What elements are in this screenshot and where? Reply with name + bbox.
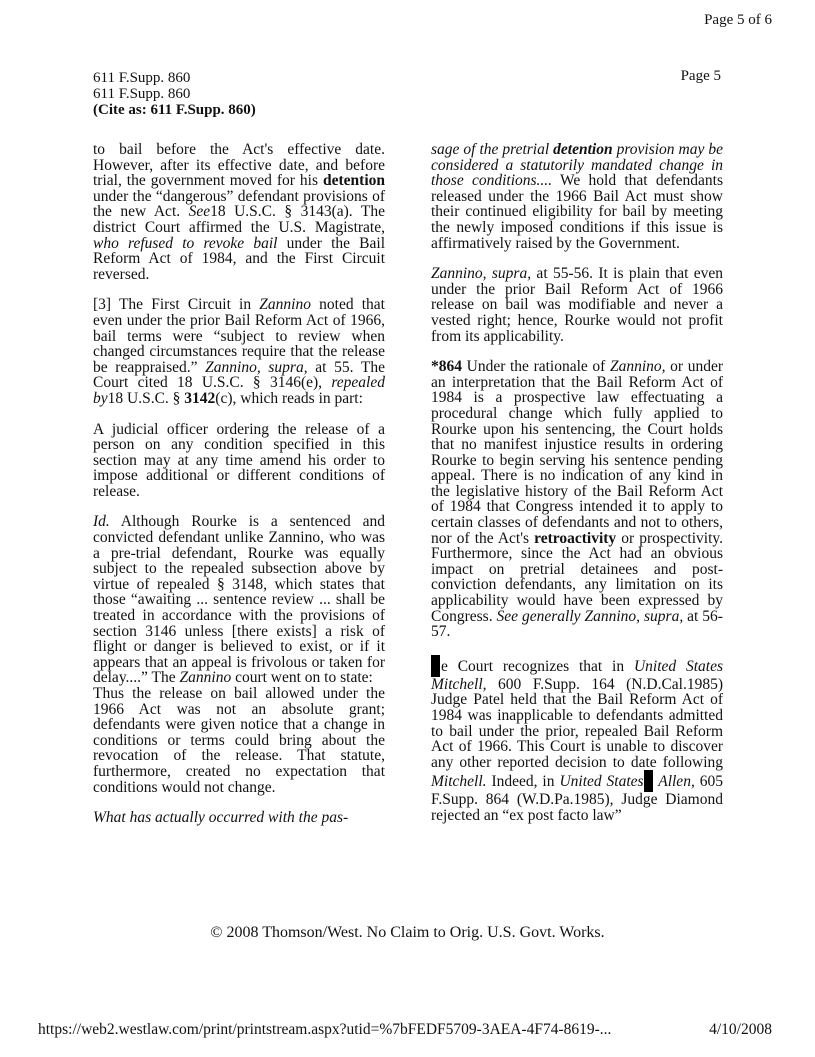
paragraph: *864 Under the rationale of Zannino, or under an interpretation that the Bail Reform Act of 1984 is a prospective law effectuating a procedural change which fully applied to Rourke upon his sentencing, the Court holds that no manifest injustice results in ordering Rourke to begin serving his sentence pending appeal. There is no indication of any kind in the legislative history of the Bail Reform Act of 1984 that Congress intended it to apply to certain classes of defendants and not to others, nor of the Act's retroactivity or prospectivity. Furthermore, since the Act had an obvious impact on pretrial detainees and post-conviction defendants, any limitation on its applicability would have been expressed by Congress. See generally Zannino, supra, at 56-57.: [431, 358, 724, 641]
citation-line: 611 F.Supp. 860: [93, 86, 191, 102]
paragraph: Zannino, supra, at 55-56. It is plain that even under the prior Bail Reform Act of 1966 release on bail was modifiable and never a vested right; hence, Rourke would not profit from its applicability.: [431, 265, 723, 345]
block-quote: Thus the release on bail allowed under the 1966 Act was not an absolute grant; defendants were given notice that a change in conditions or terms could bring about the revocation of the release. That statute, furthermore, created no expectation that conditions would not change.: [93, 685, 385, 796]
paragraph: e Court recognizes that in United States Mitchell, 600 F.Supp. 164 (N.D.Cal.1985) Judge Patel held that the Bail Reform Act of 1984 was inapplicable to defendants admitted to bail under the prior, repealed Bail Reform Act of 1966. This Court is unable to discover any other reported decision to date following Mitchell. Indeed, in United States Allen, 605 F.Supp. 864 (W.D.Pa.1985), Judge Diamond rejected an “ex post facto law”: [431, 655, 723, 824]
block-quote: sage of the pretrial detention provision may be considered a statutorily mandated change in those conditions.... We hold that defendants released under the 1966 Bail Act must show their continued eligibility for bail by meeting the newly imposed conditions if this issue is affirmatively raised by the Government.: [431, 141, 723, 252]
block-quote: A judicial officer ordering the release of a person on any condition specified in this section may at any time amend his order to impose additional or different conditions of release.: [93, 420, 385, 500]
paragraph: Id. Although Rourke is a sentenced and convicted defendant unlike Zannino, who was a pre-trial defendant, Rourke was equally subject to the repealed subsection above by virtue of repealed § 3148, which states that those “awaiting ... sentence review ... shall be treated in accordance with the provisions of section 3146 unless [there exists] a risk of flight or danger is believed to exist, or if it appears that an appeal is frivolous or taken for delay....” The Zannino court went on to state:: [93, 513, 385, 687]
cite-as-line: (Cite as: 611 F.Supp. 860): [93, 102, 256, 118]
left-column: [93, 142, 385, 841]
redaction-mark: [644, 770, 653, 792]
citation-line: 611 F.Supp. 860: [93, 70, 191, 86]
copyright-notice: © 2008 Thomson/West. No Claim to Orig. U.S. Govt. Works.: [210, 924, 605, 941]
print-date: 4/10/2008: [709, 1021, 772, 1038]
star-page-marker: *864: [431, 358, 462, 376]
print-url[interactable]: https://web2.westlaw.com/print/printstream.aspx?utid=%7bFEDF5709-3AEA-4F74-8619-...: [38, 1021, 612, 1038]
citation-block: [93, 70, 256, 118]
redaction-mark: [431, 655, 440, 677]
right-column: [431, 142, 723, 839]
paragraph: to bail before the Act's effective date. However, after its effective date, and before trial, the government moved for his detention under the “dangerous” defendant provisions of the new Act. See18 U.S.C. § 3143(a). The district Court affirmed the U.S. Magistrate, who refused to revoke bail under the Bail Reform Act of 1984, and the First Circuit reversed.: [93, 141, 386, 283]
page-label: Page 5: [680, 68, 721, 84]
page-count: Page 5 of 6: [704, 12, 772, 28]
block-quote: What has actually occurred with the pas-: [93, 809, 349, 827]
paragraph: [3] The First Circuit in Zannino noted that even under the prior Bail Reform Act of 1966, bail terms were “subject to review when changed circumstances require that the release be reappraised.” Zannino, supra, at 55. The Court cited 18 U.S.C. § 3146(e), repealed by18 U.S.C. § 3142(c), which reads in part:: [93, 296, 385, 407]
